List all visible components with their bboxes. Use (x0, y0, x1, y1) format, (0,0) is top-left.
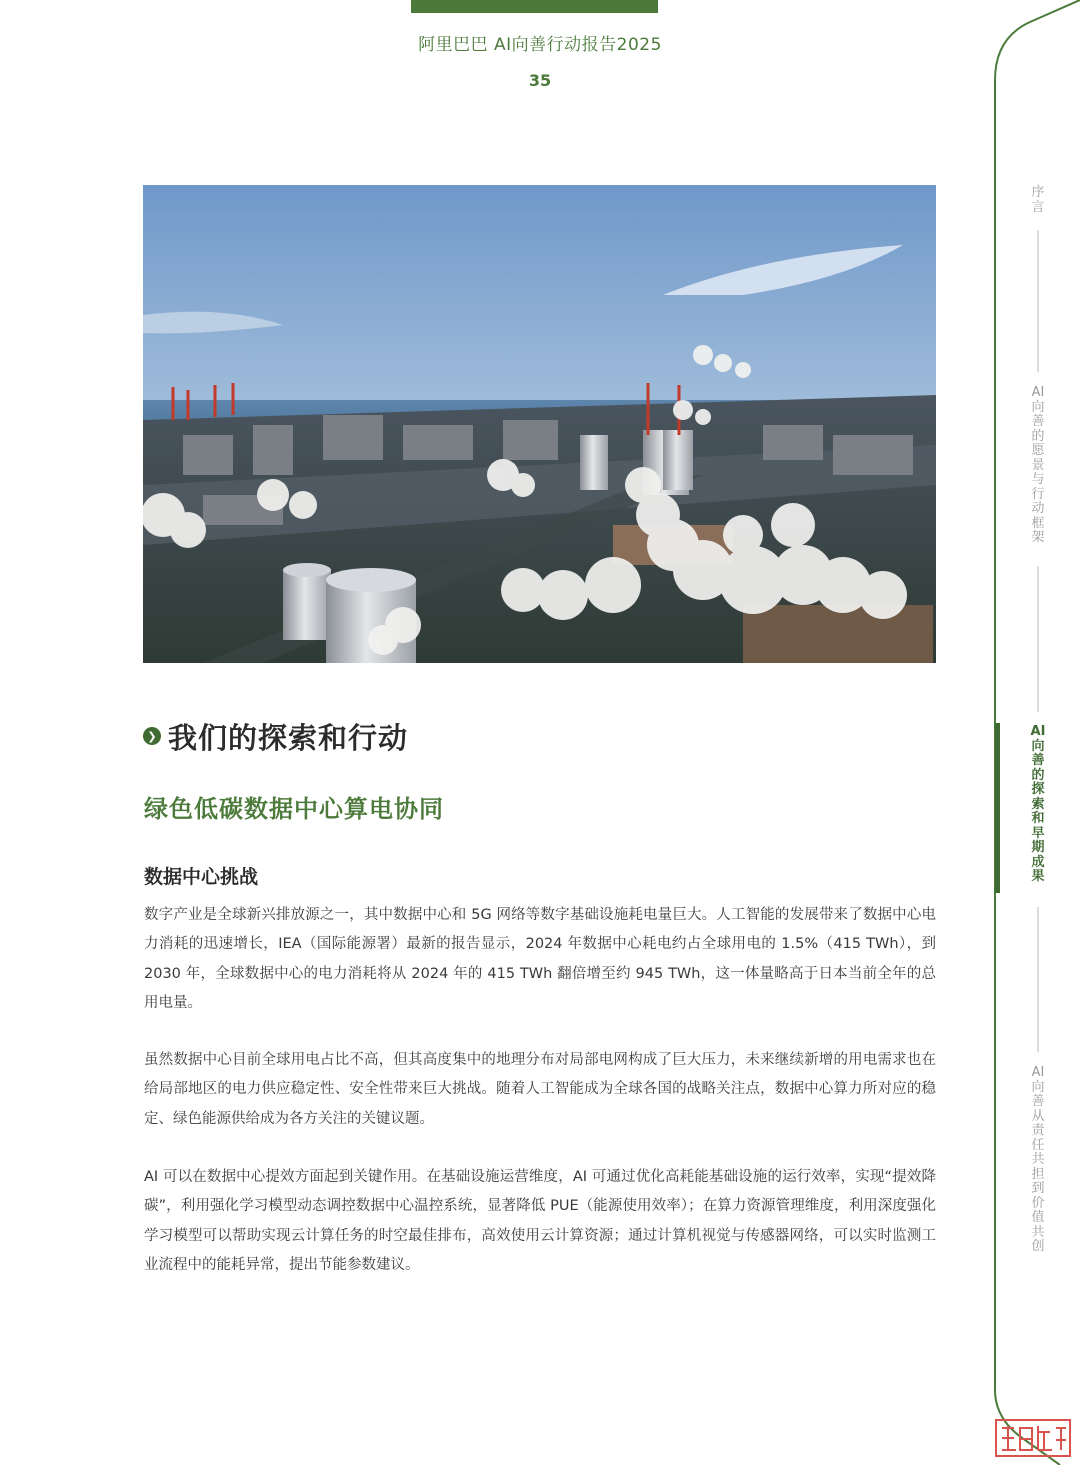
side-nav-value-creation[interactable]: AI向善 从责任共担到价值共创 (1031, 1065, 1045, 1254)
side-nav-vision[interactable]: AI向善的愿景与行动框架 (1031, 385, 1045, 545)
section-title: 我们的探索和行动 (168, 720, 409, 755)
page-number: 35 (528, 71, 552, 90)
watermark-stamp (994, 1418, 1072, 1458)
topic-heading: 数据中心挑战 (144, 866, 259, 888)
section-heading (143, 716, 408, 756)
chevron-right-icon: ❯ (143, 727, 161, 745)
header-accent-bar (411, 0, 658, 13)
side-nav-exploration[interactable]: AI向善的探索和早期成果 (1030, 724, 1046, 884)
body-paragraph-2: 虽然数据中心目前全球用电占比不高，但其高度集中的地理分布对局部电网构成了巨大压力，未来继续新增的用电需求也在给局部地区的电力供应稳定性、安全性带来巨大挑战。随着人工智能成为全球各国的战略关注点，数据中心算力所对应的稳定、绿色能源供给成为各方关注的关键议题。 (144, 1052, 936, 1127)
active-tab-indicator (995, 723, 1000, 893)
report-title: 阿里巴巴 AI向善行动报告2025 (418, 35, 662, 55)
subsection-title: 绿色低碳数据中心算电协同 (144, 795, 444, 823)
side-nav-preface[interactable]: 序言 (1031, 185, 1045, 215)
industrial-plant-photo (143, 185, 936, 663)
body-paragraph-1: 数字产业是全球新兴排放源之一，其中数据中心和 5G 网络等数字基础设施耗电量巨大。人工智能的发展带来了数据中心电力消耗的迅速增长，IEA（国际能源署）最新的报告显示，2024 年数据中心耗电约占全球用电的 1.5%（415 TWh），到 2030 年，全球数据中心的电力消耗将从 2024 年的 415 TWh 翻倍增至约 945 TWh，这一体量略高于日本当前全年的总用电量。 (144, 907, 936, 1011)
body-paragraph-3: AI 可以在数据中心提效方面起到关键作用。在基础设施运营维度，AI 可通过优化高耗能基础设施的运行效率，实现“提效降碳”，利用强化学习模型动态调控数据中心温控系统，显著降低 PUE（能源使用效率）；在算力资源管理维度，利用深度强化学习模型可以帮助实现云计算任务的时空最佳排布，高效使用云计算资源；通过计算机视觉与传感器网络，可以实时监测工业流程中的能耗异常，提出节能参数建议。 (144, 1169, 936, 1273)
